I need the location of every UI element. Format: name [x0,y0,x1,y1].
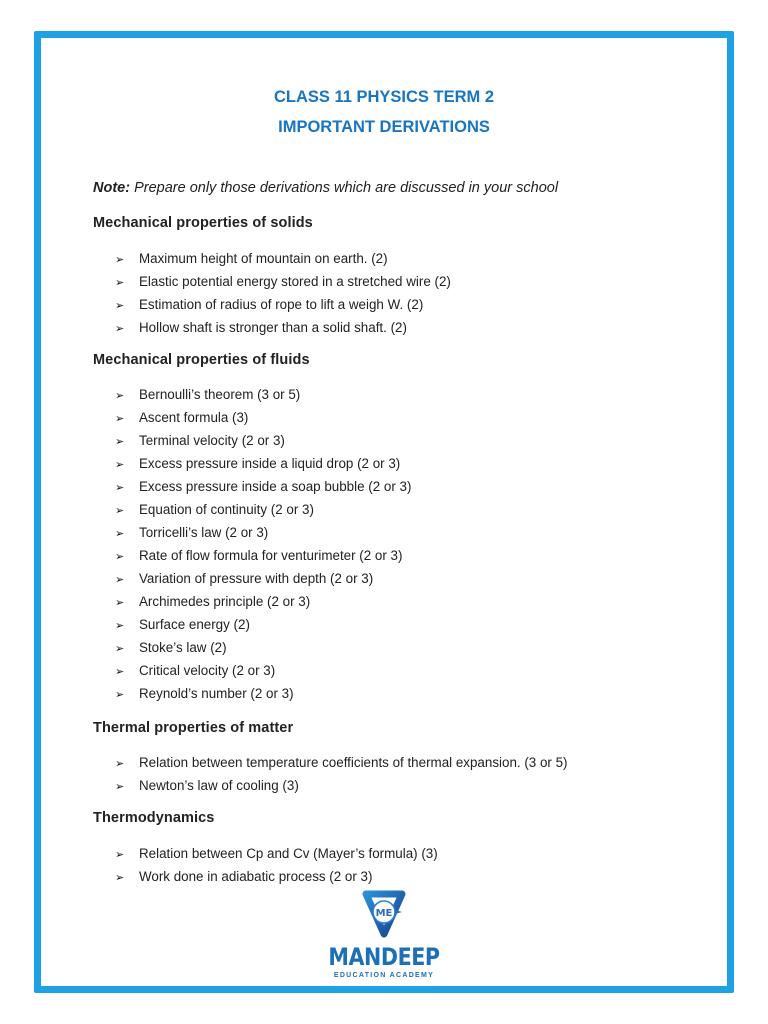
list-item: ➢ Terminal velocity (2 or 3) [115,429,411,452]
arrow-bullet-icon: ➢ [115,666,125,678]
list-item: ➢ Hollow shaft is stronger than a solid shaft. (2) [115,316,451,339]
arrow-bullet-icon: ➢ [115,254,125,266]
arrow-bullet-icon: ➢ [115,323,125,335]
arrow-bullet-icon: ➢ [115,781,125,793]
list-item: ➢ Elastic potential energy stored in a stretched wire (2) [115,270,451,293]
section-heading-thermodynamics: Thermodynamics [93,810,215,826]
list-item: ➢ Reynold’s number (2 or 3) [115,682,411,705]
arrow-bullet-icon: ➢ [115,413,125,425]
list-item: ➢ Maximum height of mountain on earth. (2) [115,247,451,270]
note-label: Note: [93,180,131,196]
list-item: ➢ Torricelli’s law (2 or 3) [115,521,411,544]
arrow-bullet-icon: ➢ [115,436,125,448]
list-thermodynamics [115,842,438,888]
list-item: ➢ Work done in adiabatic process (2 or 3) [115,865,438,888]
arrow-bullet-icon: ➢ [115,758,125,770]
note [93,180,558,196]
academy-logo [318,888,450,988]
list-item: ➢ Ascent formula (3) [115,406,411,429]
list-solids [115,247,451,339]
list-item: ➢ Newton’s law of cooling (3) [115,774,568,797]
arrow-bullet-icon: ➢ [115,390,125,402]
list-item: ➢ Relation between temperature coefficients of thermal expansion. (3 or 5) [115,751,568,774]
list-item: ➢ Surface energy (2) [115,613,411,636]
arrow-bullet-icon: ➢ [115,505,125,517]
arrow-bullet-icon: ➢ [115,300,125,312]
list-thermal [115,751,568,797]
list-item: ➢ Bernoulli’s theorem (3 or 5) [115,383,411,406]
list-item: ➢ Equation of continuity (2 or 3) [115,498,411,521]
arrow-bullet-icon: ➢ [115,459,125,471]
section-heading-thermal: Thermal properties of matter [93,720,294,736]
arrow-bullet-icon: ➢ [115,597,125,609]
arrow-bullet-icon: ➢ [115,482,125,494]
list-item: ➢ Stoke’s law (2) [115,636,411,659]
arrow-bullet-icon: ➢ [115,872,125,884]
list-item: ➢ Estimation of radius of rope to lift a weigh W. (2) [115,293,451,316]
list-item: ➢ Excess pressure inside a soap bubble (2 or 3) [115,475,411,498]
section-heading-fluids: Mechanical properties of fluids [93,352,310,368]
arrow-bullet-icon: ➢ [115,849,125,861]
arrow-bullet-icon: ➢ [115,620,125,632]
arrow-bullet-icon: ➢ [115,643,125,655]
list-item: ➢ Rate of flow formula for venturimeter (2 or 3) [115,544,411,567]
list-item: ➢ Relation between Cp and Cv (Mayer’s formula) (3) [115,842,438,865]
logo-brand-name: MANDEEP [328,943,440,971]
logo-monogram: ME [375,908,393,919]
triangle-emblem-icon [318,888,450,944]
note-text: Prepare only those derivations which are discussed in your school [130,180,559,196]
list-item: ➢ Archimedes principle (2 or 3) [115,590,411,613]
arrow-bullet-icon: ➢ [115,277,125,289]
arrow-bullet-icon: ➢ [115,551,125,563]
list-item: ➢ Critical velocity (2 or 3) [115,659,411,682]
arrow-bullet-icon: ➢ [115,528,125,540]
arrow-bullet-icon: ➢ [115,689,125,701]
section-heading-solids: Mechanical properties of solids [93,215,313,231]
list-item: ➢ Excess pressure inside a liquid drop (2 or 3) [115,452,411,475]
title-line-2: IMPORTANT DERIVATIONS [278,118,490,136]
title-line-1: CLASS 11 PHYSICS TERM 2 [273,88,495,106]
arrow-bullet-icon: ➢ [115,574,125,586]
list-item: ➢ Variation of pressure with depth (2 or 3) [115,567,411,590]
list-fluids [115,383,411,705]
logo-tagline: EDUCATION ACADEMY [333,972,435,979]
